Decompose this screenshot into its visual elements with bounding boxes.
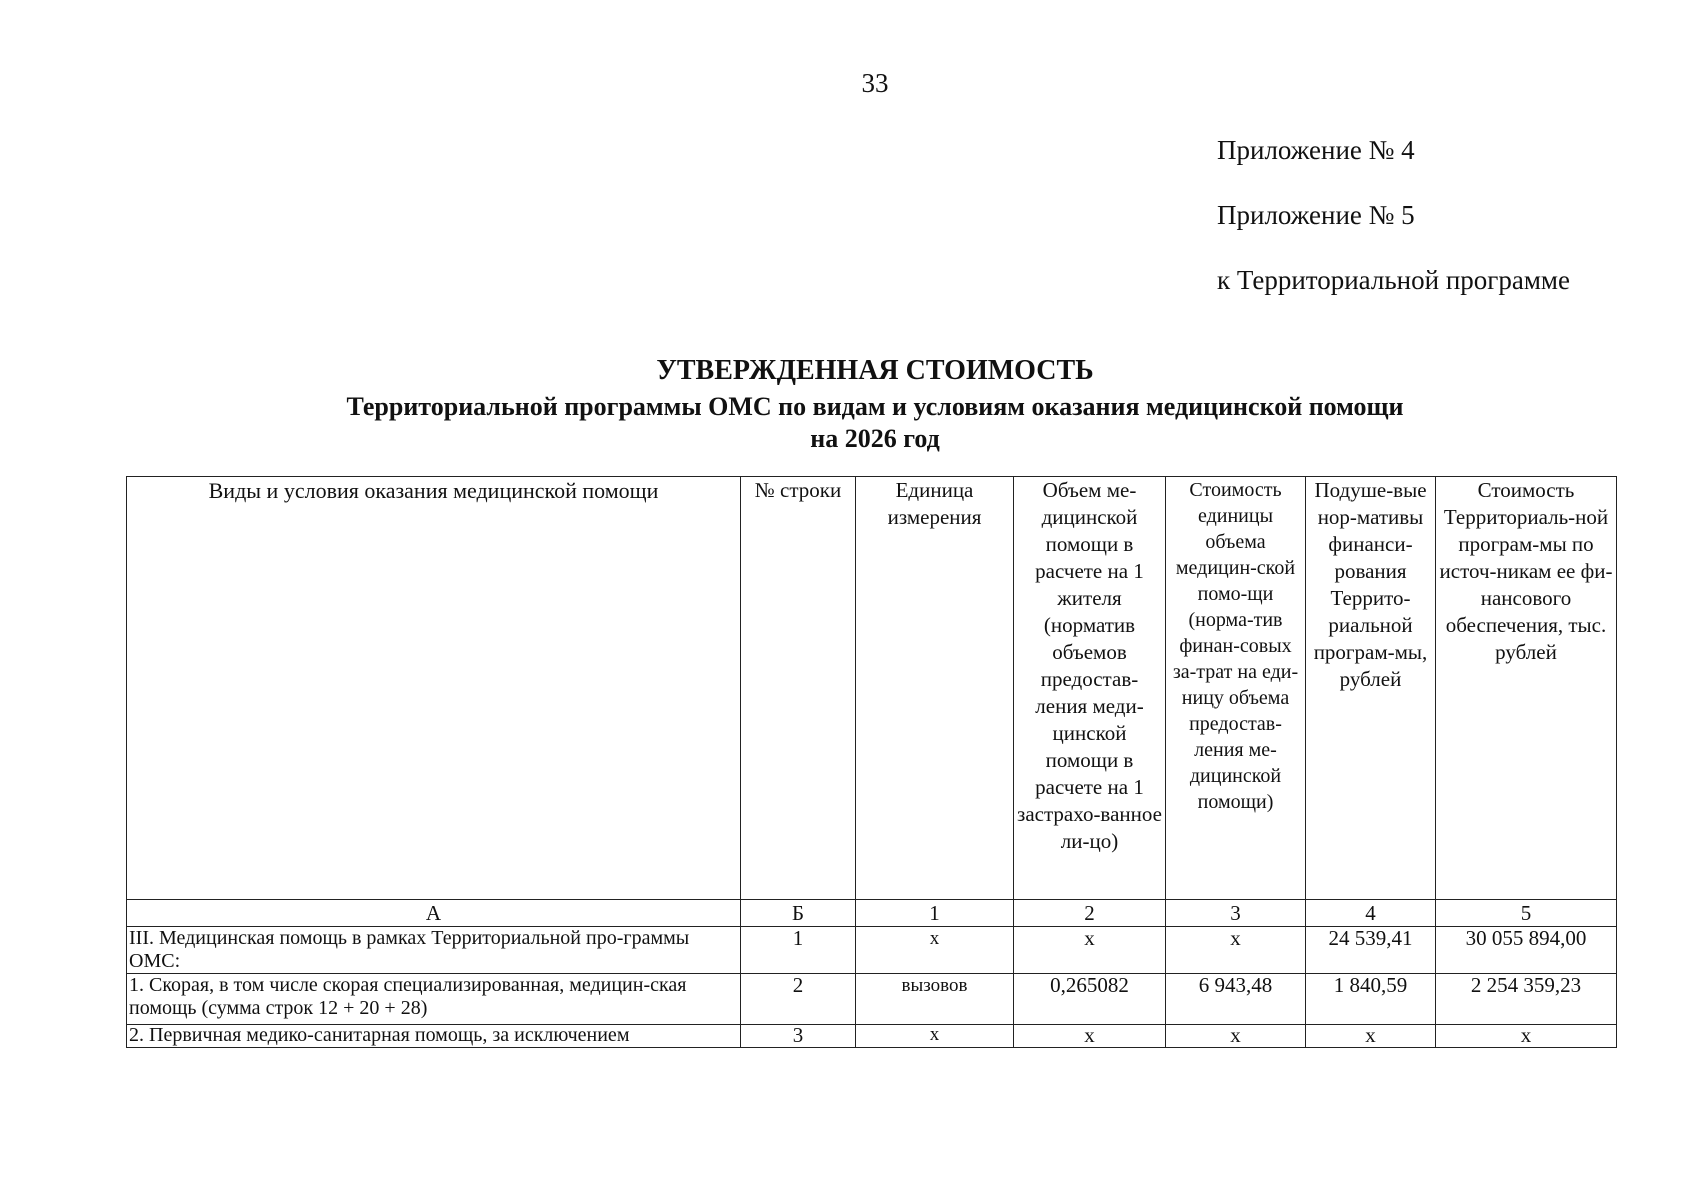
row-volume: х [1014,927,1166,974]
header-cell: Стоимость Территориаль-ной програм-мы по источ-никам ее фи-нансового обеспечения, тыс. рублей [1436,477,1617,900]
row-description: III. Медицинская помощь в рамках Территориальной про-граммы ОМС: [127,927,741,974]
appendix-line-2: Приложение № 5 [1217,200,1415,230]
column-index-cell: А [127,900,741,927]
table-row [127,974,1617,1025]
document-year: на 2026 год [810,424,940,453]
row-unit: х [856,927,1014,974]
header-cell: Виды и условия оказания медицинской помощи [127,477,741,900]
row-number: 3 [741,1025,856,1048]
column-index-cell: 4 [1306,900,1436,927]
row-number: 1 [741,927,856,974]
page-number: 33 [861,68,889,98]
appendix-line-3: к Территориальной программе [1217,265,1570,295]
column-index-cell: 3 [1166,900,1306,927]
column-index-row [127,900,1617,927]
row-per-capita: х [1306,1025,1436,1048]
table-header-row [127,477,1617,900]
row-volume: х [1014,1025,1166,1048]
row-total-cost: 2 254 359,23 [1436,974,1617,1025]
column-index-cell: 2 [1014,900,1166,927]
header-cell: Подуше-вые нор-мативы финанси-рования Террито-риальной програм-мы, рублей [1306,477,1436,900]
header-cell: Единица измерения [856,477,1014,900]
table-row [127,1025,1617,1048]
row-description: 1. Скорая, в том числе скорая специализированная, медицин-ская помощь (сумма строк 12 + 20 + 28) [127,974,741,1025]
header-cell: Стоимость единицы объема медицин-ской помо-щи (норма-тив финан-совых за-трат на еди-ницу объема предостав-ления ме-дицинской помощи) [1166,477,1306,900]
row-per-capita: 24 539,41 [1306,927,1436,974]
column-index-cell: 5 [1436,900,1617,927]
table-row [127,927,1617,974]
row-description: 2. Первичная медико-санитарная помощь, за исключением [127,1025,741,1048]
document-title: УТВЕРЖДЕННАЯ СТОИМОСТЬ [656,355,1094,386]
row-per-capita: 1 840,59 [1306,974,1436,1025]
header-cell: № строки [741,477,856,900]
row-number: 2 [741,974,856,1025]
row-total-cost: 30 055 894,00 [1436,927,1617,974]
appendix-line-1: Приложение № 4 [1217,135,1415,165]
row-unit-cost: х [1166,927,1306,974]
row-total-cost: х [1436,1025,1617,1048]
row-unit: х [856,1025,1014,1048]
column-index-cell: 1 [856,900,1014,927]
cost-table [126,476,1617,1048]
row-unit-cost: х [1166,1025,1306,1048]
row-unit-cost: 6 943,48 [1166,974,1306,1025]
row-unit: вызовов [856,974,1014,1025]
row-volume: 0,265082 [1014,974,1166,1025]
document-subtitle: Территориальной программы ОМС по видам и условиям оказания медицинской помощи [346,392,1404,421]
column-index-cell: Б [741,900,856,927]
header-cell: Объем ме-дицинской помощи в расчете на 1 жителя (норматив объемов предостав-ления меди-цинской помощи в расчете на 1 застрахо-ванное ли-цо) [1014,477,1166,900]
